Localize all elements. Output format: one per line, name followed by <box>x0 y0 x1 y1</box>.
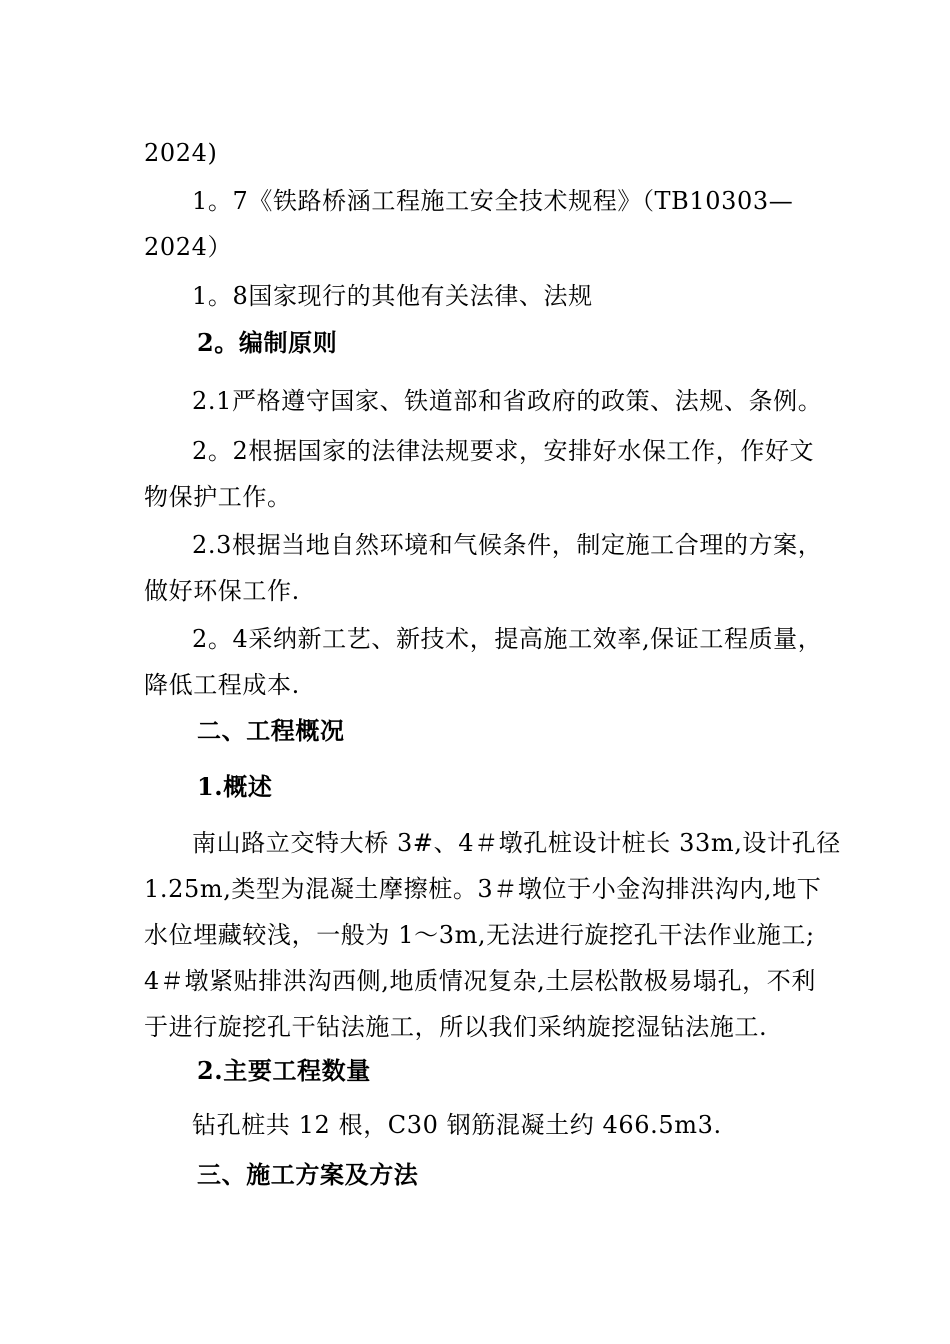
text-line-ref-1-8: 1。8国家现行的其他有关法律、法规 <box>192 282 593 310</box>
text-line-summary: 1.25m,类型为混凝土摩擦桩。3＃墩位于小金沟排洪沟内,地下 <box>144 875 822 903</box>
text-line-continuation: 2024） <box>144 233 233 261</box>
text-line-principle-2-4: 2。4采纳新工艺、新技术，提高施工效率,保证工程质量， <box>192 625 823 653</box>
text-line-principle-2-1: 2.1严格遵守国家、铁道部和省政府的政策、法规、条例。 <box>192 387 823 415</box>
text-line-summary: 4＃墩紧贴排洪沟西侧,地质情况复杂,土层松散极易塌孔，不利 <box>144 967 816 995</box>
section-heading-overview: 二、工程概况 <box>197 716 345 745</box>
text-line-continuation: 降低工程成本. <box>144 671 300 699</box>
section-heading-principles: 2。编制原则 <box>197 328 338 357</box>
text-line-continuation: 2024) <box>144 139 218 167</box>
subsection-heading-quantities: 2.主要工程数量 <box>197 1056 371 1085</box>
section-heading-construction-plan: 三、施工方案及方法 <box>197 1160 419 1189</box>
text-line-summary: 水位埋藏较浅，一般为 1～3m,无法进行旋挖孔干法作业施工; <box>144 921 815 949</box>
text-line-continuation: 做好环保工作. <box>144 577 300 605</box>
text-line-summary: 南山路立交特大桥 3#、4＃墩孔桩设计桩长 33m,设计孔径 <box>192 829 841 857</box>
text-line-continuation: 物保护工作。 <box>144 483 292 511</box>
subsection-heading-summary: 1.概述 <box>197 772 273 801</box>
text-line-quantities: 钻孔桩共 12 根，C30 钢筋混凝土约 466.5m3. <box>192 1111 722 1139</box>
text-line-principle-2-2: 2。2根据国家的法律法规要求，安排好水保工作，作好文 <box>192 437 815 465</box>
text-line-ref-1-7: 1。7《铁路桥涵工程施工安全技术规程》（TB10303— <box>192 187 794 215</box>
text-line-principle-2-3: 2.3根据当地自然环境和气候条件，制定施工合理的方案， <box>192 531 823 559</box>
text-line-summary: 于进行旋挖孔干钻法施工，所以我们采纳旋挖湿钻法施工. <box>144 1013 768 1041</box>
